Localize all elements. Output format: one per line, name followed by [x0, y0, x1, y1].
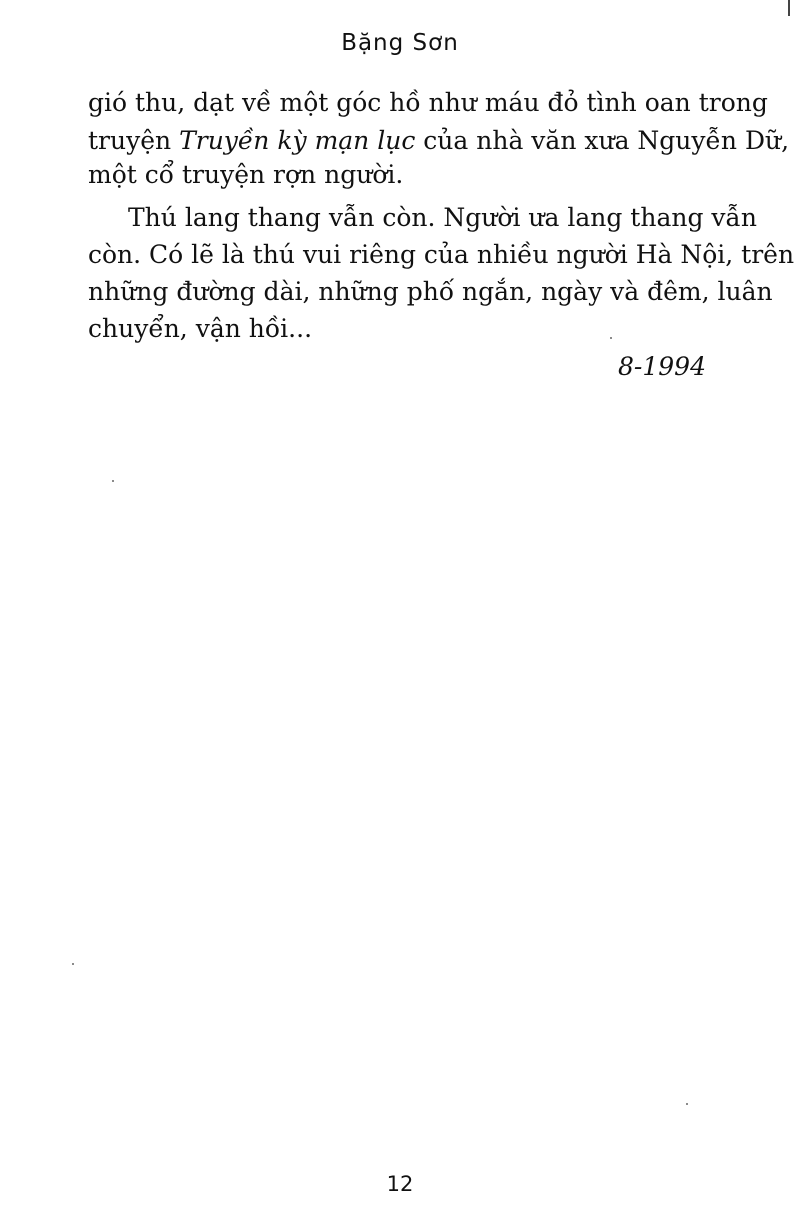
page-number: 12: [386, 1172, 414, 1196]
scan-speck: [610, 337, 612, 339]
scan-speck: [72, 963, 74, 965]
page-edge-mark: [788, 0, 790, 16]
text-span: của nhà văn xưa Nguyễn Dữ,: [415, 126, 790, 155]
paragraph-2-line-1: Thú lang thang vẫn còn. Người ưa lang thang vẫn: [128, 203, 757, 232]
paragraph-1-line-3: một cổ truyện rợn người.: [88, 160, 404, 189]
paragraph-2-line-4: chuyển, vận hồi...: [88, 314, 313, 343]
date-signature: 8-1994: [618, 352, 706, 381]
text-span: truyện: [88, 126, 180, 155]
scan-speck: [686, 1103, 688, 1105]
paragraph-2-line-2: còn. Có lẽ là thú vui riêng của nhiều người Hà Nội, trên: [88, 240, 795, 269]
paragraph-2-line-3: những đường dài, những phố ngắn, ngày và đêm, luân: [88, 277, 773, 306]
book-title-italic: Truyền kỳ mạn lục: [179, 126, 416, 155]
running-header: Bặng Sơn: [341, 30, 459, 56]
paragraph-1-line-1: gió thu, dạt về một góc hồ như máu đỏ tình oan trong: [88, 88, 768, 117]
scan-speck: [112, 480, 114, 482]
paragraph-1-line-2: [88, 126, 789, 156]
